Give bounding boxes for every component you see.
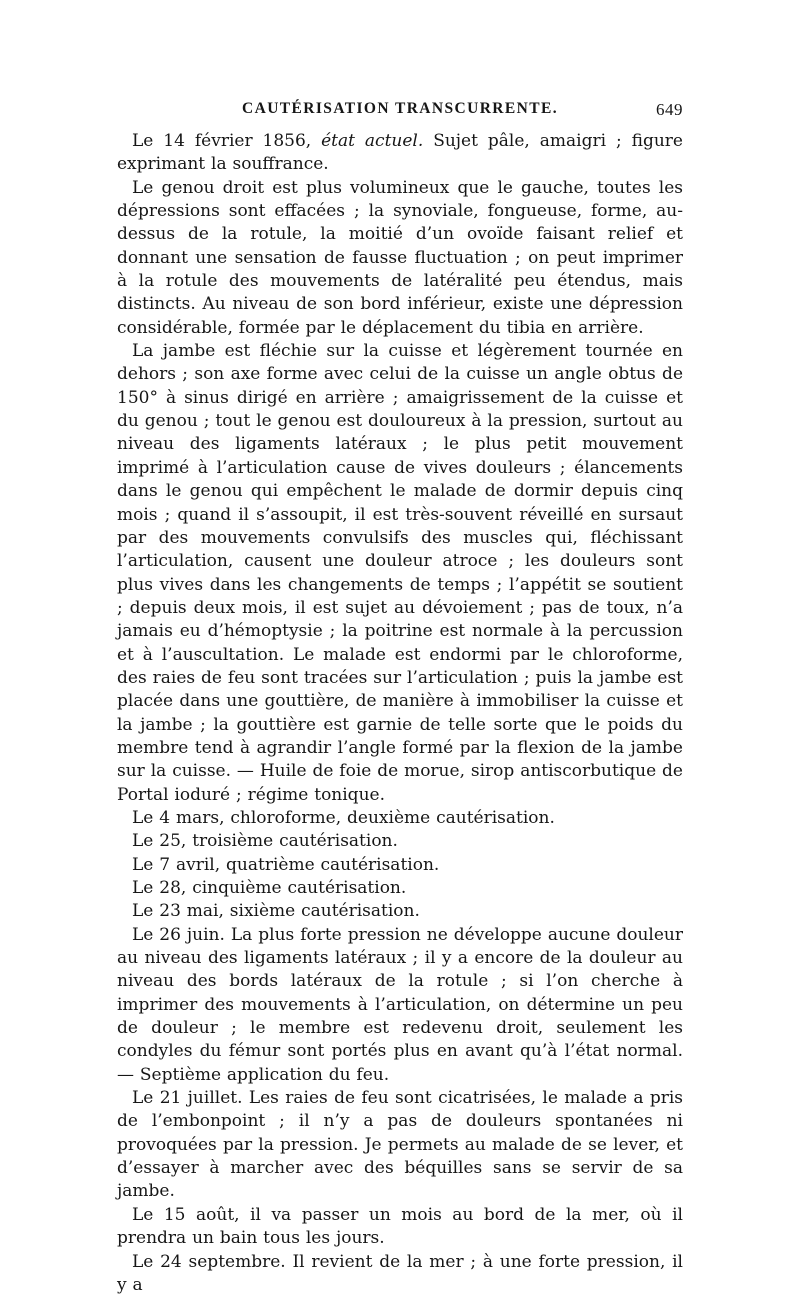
paragraph-jambe: La jambe est fléchie sur la cuisse et légèrement tournée en dehors ; son axe forme avec celui de la cuisse un angle obtus de 150° à sinus dirigé en arrière ; amaigrissement de la cuisse et du genou ; tout le genou est douloureux à la pression, surtout au niveau des ligaments latéraux ; le plus petit mouvement imprimé à l’articulation cause de vives douleurs ; élancements dans le genou qui empêchent le malade de dormir depuis cinq mois ; quand il s’assoupit, il est très-souvent réveillé en sursaut par des mouvements convulsifs des muscles qui, fléchissant l’articulation, causent une douleur atroce ; les douleurs sont plus vives dans les changements de temps ; l’appétit se soutient ; depuis deux mois, il est sujet au dévoiement ; pas de toux, n’a jamais eu d’hémoptysie ; la poitrine est normale à la percussion et à l’auscultation. Le malade est endormi par le chloroforme, des raies de feu sont tracées sur l’articulation ; puis la jambe est placée dans une gouttière, de manière à immobiliser la cuisse et la jambe ; la gouttière est garnie de telle sorte que le poids du membre tend à agrandir l’angle formé par la flexion de la jambe sur la cuisse. — Huile de foie de morue, sirop antiscorbutique de Portal ioduré ; régime tonique. [117, 340, 683, 807]
paragraph-text: Sujet pâle, amaigri ; figure exprimant la souffrance. [117, 131, 683, 174]
page-number: 649 [656, 100, 683, 120]
paragraph-text: Le 14 février 1856, [132, 131, 321, 151]
paragraph-21-juillet: Le 21 juillet. Les raies de feu sont cicatrisées, le malade a pris de l’embonpoint ; il n’y a pas de douleurs spontanées ni provoquées par la pression. Je permets au malade de se lever, et d’essayer à marcher avec des béquilles sans se servir de sa jambe. [117, 1087, 683, 1204]
paragraph-4-mars: Le 4 mars, chloroforme, deuxième cautérisation. [117, 807, 683, 830]
emphasis-etat-actuel: état actuel. [321, 131, 423, 151]
paragraph-genou: Le genou droit est plus volumineux que le gauche, toutes les dépressions sont effacées ; la synoviale, fongueuse, forme, au-dessus de la rotule, la moitié d’un ovoïde faisant relief et donnant une sensation de fausse fluctuation ; on peut imprimer à la rotule des mouvements de latéralité peu étendus, mais distincts. Au niveau de son bord inférieur, existe une dépression considérable, formée par le déplacement du tibia en arrière. [117, 177, 683, 340]
paragraph-25: Le 25, troisième cautérisation. [117, 830, 683, 853]
paragraph-24-septembre: Le 24 septembre. Il revient de la mer ; à une forte pression, il y a [117, 1251, 683, 1297]
paragraph-15-aout: Le 15 août, il va passer un mois au bord de la mer, où il prendra un bain tous les jours. [117, 1204, 683, 1251]
paragraph-28: Le 28, cinquième cautérisation. [117, 877, 683, 900]
running-header [117, 100, 683, 124]
paragraph-26-juin: Le 26 juin. La plus forte pression ne développe aucune douleur au niveau des ligaments latéraux ; il y a encore de la douleur au niveau des bords latéraux de la rotule ; si l’on cherche à imprimer des mouvements à l’articulation, on détermine un peu de douleur ; le membre est redevenu droit, seulement les condyles du fémur sont portés plus en avant qu’à l’état normal. — Septième application du feu. [117, 924, 683, 1087]
paragraph-23-mai: Le 23 mai, sixième cautérisation. [117, 900, 683, 923]
paragraph-etat-actuel [117, 130, 683, 177]
running-title: CAUTÉRISATION TRANSCURRENTE. [117, 100, 683, 118]
paragraph-7-avril: Le 7 avril, quatrième cautérisation. [117, 854, 683, 877]
body-text [117, 130, 683, 1297]
